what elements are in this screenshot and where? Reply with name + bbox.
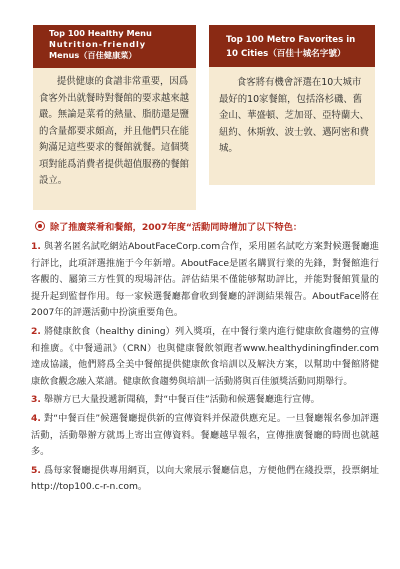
metro-favorites-box bbox=[209, 25, 375, 185]
item-number: 2. bbox=[31, 325, 41, 337]
item-number: 4. bbox=[31, 412, 41, 424]
features-heading bbox=[35, 221, 379, 235]
item-text: 與著名匿名試吃網站AboutFaceCorp.com合作，采用匿名試吃方案對候選餐廳進行評比，此項評選推施于今年新增。AboutFace是匿名購買行業的先鋒，對餐館進行客觀的、屬第三方性質的現場評估。評估結果不僅能够幫助評比，并能對餐館質量的提升起到監督作用。每一家候選餐廳都會收到餐廳的評測結果報告。AboutFace將在2007年的評選活動中扮演重要角色。 bbox=[31, 241, 379, 319]
item-number: 1. bbox=[31, 241, 41, 252]
title-line: Top 100 Healthy Menu bbox=[49, 28, 152, 38]
list-item bbox=[31, 392, 379, 409]
item-text: 舉辦方已大量投遞新聞稿，對“中餐百佳”活動和候選餐廳進行宣傳。 bbox=[43, 394, 320, 406]
item-text: 對“中餐百佳”候選餐廳提供新的宣傳資料并保證供應充足。一旦餐廳報名參加評選活動，活動舉辦方就馬上寄出宣傳資料。餐廳越早報名，宣傳推廣餐廳的時間也就越多。 bbox=[31, 412, 379, 458]
list-item bbox=[31, 324, 379, 390]
healthy-menu-box bbox=[33, 25, 196, 210]
healthy-menu-title bbox=[33, 25, 196, 68]
metro-favorites-text: 食客將有機會評選在10大城市最好的10家餐館，包括洛杉磯、舊金山、華盛頓、芝加哥、亞特蘭大、紐約、休斯敦、波士敦、邁阿密和費城。 bbox=[219, 77, 370, 154]
healthy-menu-text: 提供健康的食譜非常重要，因爲食客外出就餐時對餐館的要求越來越嚴。無論是菜肴的熱量、脂肪還是鹽的含量都要求頗高，并且他們只在能夠滿足這些要求的餐館就餐。這個獎項對能爲消費者提供超值服務的餐館設立。 bbox=[39, 76, 190, 186]
item-number: 5. bbox=[31, 464, 41, 476]
features-list bbox=[31, 239, 379, 496]
list-item bbox=[31, 463, 379, 496]
features-heading-text: 除了推廣菜肴和餐館，2007年度“活動同時增加了以下特色： bbox=[50, 222, 303, 233]
metro-favorites-body bbox=[209, 67, 375, 158]
bullet-circle-icon bbox=[35, 221, 45, 231]
healthy-menu-body bbox=[33, 68, 196, 190]
features-section bbox=[31, 221, 379, 498]
title-line: Top 100 Metro Favorites in bbox=[226, 35, 356, 45]
item-text: 將健康飲食（healthy dining）列入獎項，在中餐行業内進行健康飲食趨勢的宣傳和推廣。《中餐通訊》（CRN）也與健康餐飲領跑者www.healthydiningfinder.com達成協議，他們將爲全美中餐館提供健康飲食培訓以及解決方案，以幫助中餐館將健康飲食觀念融入菜譜。健康飲食趨勢與培訓一活動將與百佳頒獎活動同期舉行。 bbox=[31, 325, 379, 387]
item-text: 爲每家餐廳提供專用網頁，以向大衆展示餐廳信息，方便他們在綫投票，投票網址http://top100.c-r-n.com。 bbox=[31, 464, 379, 493]
list-item bbox=[31, 411, 379, 461]
metro-favorites-title bbox=[209, 25, 375, 67]
list-item bbox=[31, 239, 379, 322]
title-line: Nutrition-friendly bbox=[49, 39, 147, 49]
title-line: Menus（百佳健康菜） bbox=[49, 50, 137, 60]
item-number: 3. bbox=[31, 394, 41, 406]
title-line: 10 Cities（百佳十城名字號） bbox=[226, 49, 346, 59]
